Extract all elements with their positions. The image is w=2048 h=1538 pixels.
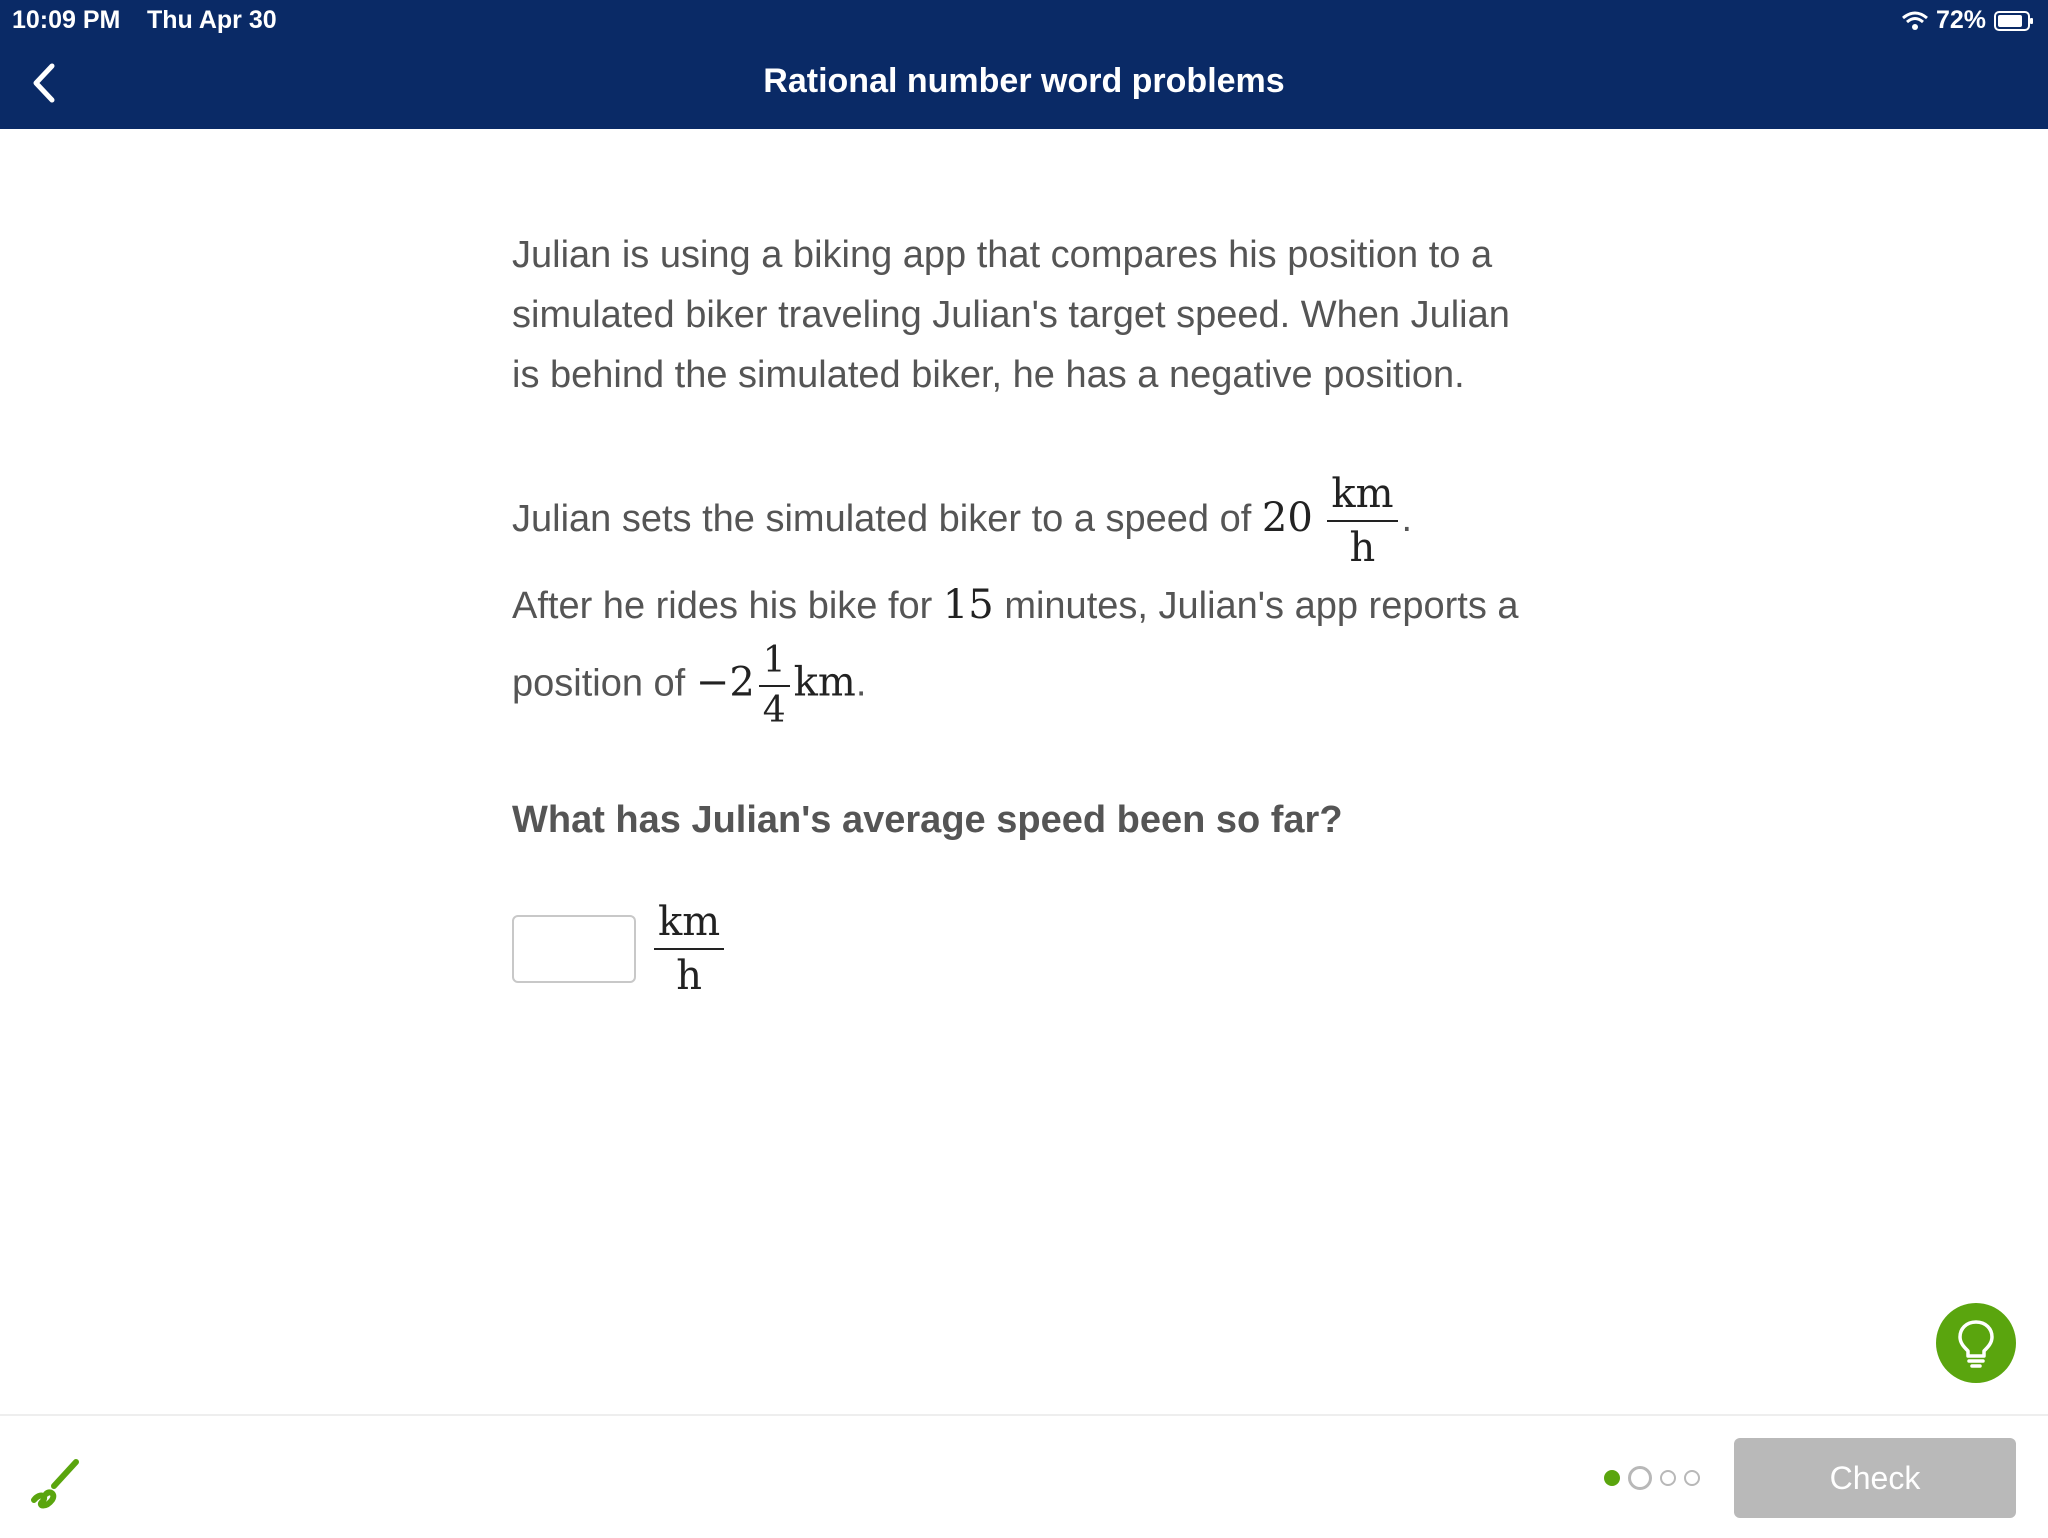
lightbulb-icon bbox=[1954, 1318, 1998, 1368]
progress-dot-1 bbox=[1604, 1470, 1620, 1486]
status-bar bbox=[0, 0, 2048, 40]
position-fraction bbox=[759, 641, 790, 730]
hint-button[interactable] bbox=[1936, 1303, 2016, 1383]
status-right bbox=[1902, 6, 2034, 35]
answer-unit-fraction bbox=[654, 900, 724, 998]
battery-icon bbox=[1994, 11, 2034, 31]
check-button[interactable]: Check bbox=[1734, 1438, 2016, 1518]
progress-dot-2 bbox=[1628, 1466, 1652, 1490]
minutes-value: 15 bbox=[942, 582, 994, 628]
nav-bar bbox=[0, 40, 2048, 129]
answer-input[interactable] bbox=[512, 915, 636, 983]
speed-unit-numerator: km bbox=[1327, 472, 1397, 522]
speed-unit-denominator: h bbox=[1349, 525, 1376, 571]
footer bbox=[0, 1414, 2048, 1538]
position-numerator: 1 bbox=[759, 641, 790, 687]
position-denominator: 4 bbox=[762, 689, 786, 731]
answer-unit-numerator: km bbox=[654, 900, 724, 950]
speed-unit-fraction bbox=[1327, 472, 1397, 570]
speed-value: 20 bbox=[1261, 495, 1313, 542]
problem-details bbox=[512, 472, 1532, 730]
progress-dot-4 bbox=[1684, 1470, 1700, 1486]
scratchpad-pencil-icon bbox=[26, 1452, 86, 1512]
progress-dots bbox=[1604, 1466, 1700, 1490]
scratchpad-button[interactable] bbox=[26, 1452, 86, 1512]
status-time: 10:09 PM bbox=[12, 6, 121, 34]
wifi-icon bbox=[1902, 11, 1928, 31]
answer-unit-denominator: h bbox=[676, 953, 702, 1000]
detail-text-3: After he rides his bike for bbox=[512, 585, 943, 627]
battery-percent: 72% bbox=[1935, 6, 1986, 34]
position-whole: −2 bbox=[695, 659, 755, 706]
detail-text-1: Julian sets the simulated biker to a speed of bbox=[512, 498, 1262, 541]
position-unit: km bbox=[793, 659, 856, 706]
problem-intro: Julian is using a biking app that compares his position to a simulated biker traveling Julian's target speed. When Julian is behind the simulated biker, he has a negative position. bbox=[512, 234, 1510, 396]
detail-text-5: . bbox=[855, 662, 867, 705]
answer-row bbox=[512, 900, 1532, 998]
detail-text-2: . bbox=[1401, 498, 1413, 541]
status-date: Thu Apr 30 bbox=[147, 6, 277, 34]
problem-content bbox=[512, 225, 1532, 998]
detail-text-4: minutes, Julian's app reports a position of bbox=[512, 585, 1519, 705]
question-text: What has Julian's average speed been so far? bbox=[512, 799, 1343, 842]
progress-dot-3 bbox=[1660, 1470, 1676, 1486]
page-title: Rational number word problems bbox=[763, 62, 1285, 100]
